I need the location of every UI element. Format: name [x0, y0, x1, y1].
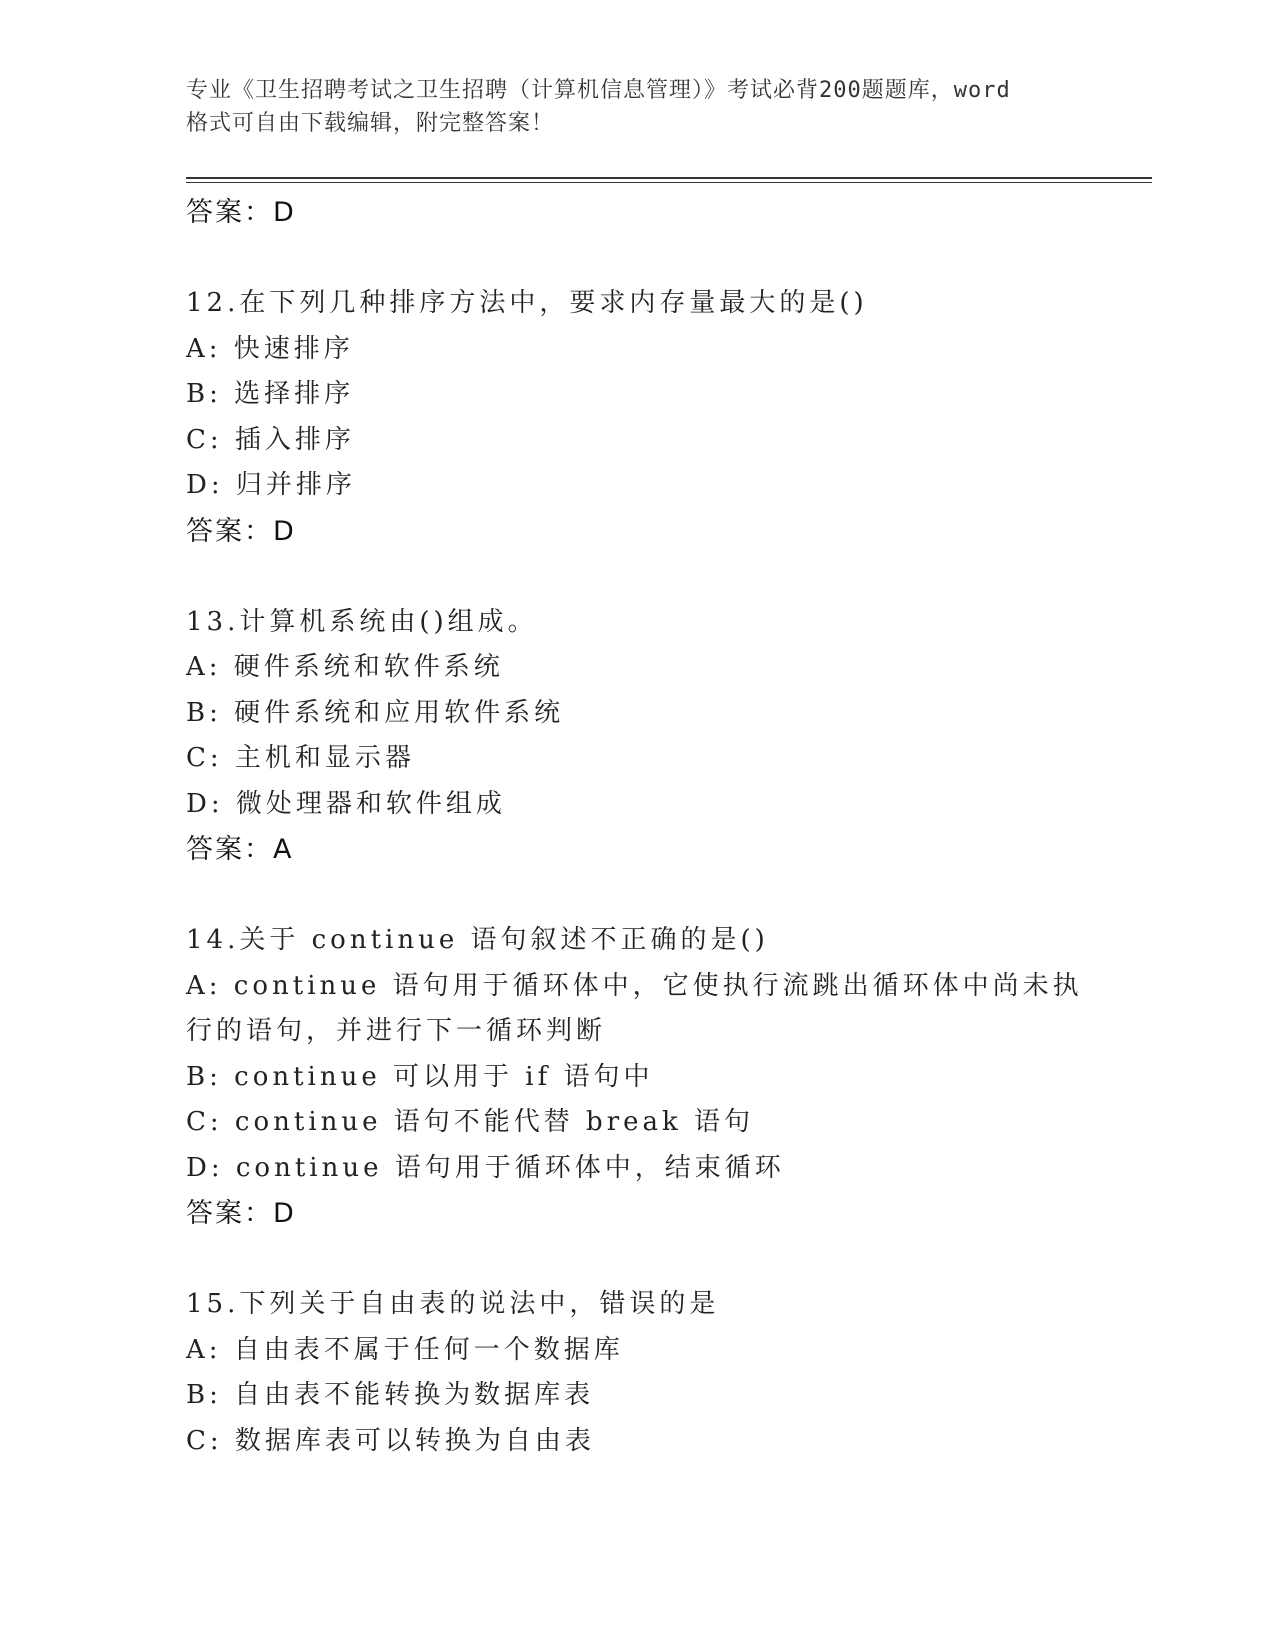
- header-line-2: 格式可自由下载编辑，附完整答案！: [186, 111, 555, 136]
- question-15: [186, 1282, 1096, 1464]
- option-a: A: 自由表不属于任何一个数据库: [186, 1334, 624, 1365]
- option-b: B: 选择排序: [186, 379, 355, 409]
- header-divider: [186, 177, 1152, 179]
- spacer: [186, 873, 1096, 919]
- question-stem: 13.计算机系统由()组成。: [186, 606, 538, 637]
- question-list: [186, 190, 1096, 1464]
- header-divider-thin: [186, 182, 1152, 183]
- option-d: D: 微处理器和软件组成: [186, 788, 506, 819]
- option-c: C: continue 语句不能代替 break 语句: [186, 1107, 755, 1137]
- option-b: B: 硬件系统和应用软件系统: [186, 697, 565, 728]
- question-12: [186, 281, 1096, 554]
- header-line-1: 专业《卫生招聘考试之卫生招聘（计算机信息管理）》考试必背200题题库，word: [186, 78, 1011, 103]
- spacer: [186, 236, 1096, 282]
- option-d: D: continue 语句用于循环体中，结束循环: [186, 1152, 785, 1183]
- spacer: [186, 1237, 1096, 1283]
- question-13: [186, 600, 1096, 873]
- option-a: A: 硬件系统和软件系统: [186, 652, 504, 682]
- question-stem: 15.下列关于自由表的说法中，错误的是: [186, 1289, 720, 1319]
- answer-line: 答案：D: [186, 515, 296, 547]
- spacer: [186, 554, 1096, 600]
- option-b: B: 自由表不能转换为数据库表: [186, 1380, 595, 1410]
- question-stem: 12.在下列几种排序方法中，要求内存量最大的是(): [186, 288, 868, 318]
- option-c: C: 插入排序: [186, 424, 355, 455]
- option-d: D: 归并排序: [186, 470, 356, 500]
- option-c: C: 数据库表可以转换为自由表: [186, 1425, 595, 1456]
- question-stem: 14.关于 continue 语句叙述不正确的是(): [186, 925, 769, 955]
- option-a: A: 快速排序: [186, 333, 354, 364]
- answer-line: 答案：D: [186, 1198, 296, 1229]
- answer-line: 答案：A: [186, 834, 294, 865]
- document-header: [186, 74, 1086, 140]
- question-14: [186, 918, 1096, 1237]
- option-b: B: continue 可以用于 if 语句中: [186, 1061, 654, 1092]
- option-c: C: 主机和显示器: [186, 743, 415, 773]
- option-a: A: continue 语句用于循环体中，它使执行流跳出循环体中尚未执行的语句，并进行下一循环判断: [186, 970, 1083, 1046]
- answer-line: 答案：D: [186, 197, 296, 228]
